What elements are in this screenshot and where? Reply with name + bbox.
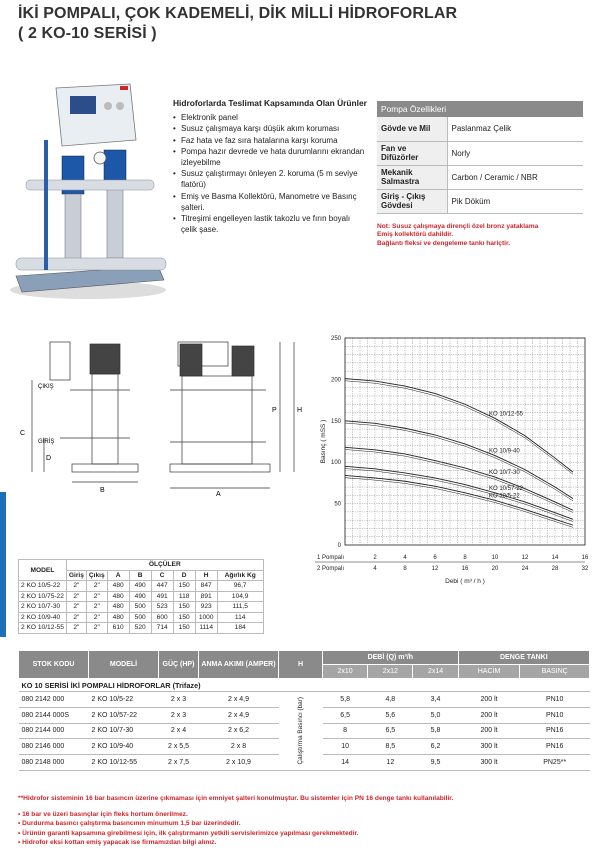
x-tick-label: 14: [551, 555, 559, 561]
dims-cell: 111,5: [217, 602, 263, 613]
dims-cell: 847: [195, 581, 217, 592]
dims-cell: 523: [151, 602, 173, 613]
hacim-header: HACİM: [458, 665, 520, 679]
table-cell: 3,4: [413, 692, 458, 708]
y-tick-label: 50: [334, 501, 341, 508]
spec-key: Mekanik Salmastra: [377, 165, 447, 189]
dims-model-cell: 2 KO 10/75-22: [19, 591, 67, 602]
model-header: MODELİ: [89, 651, 159, 679]
table-row: [377, 141, 583, 165]
dims-cell: 2": [66, 602, 86, 613]
basinc-header: BASINÇ: [520, 665, 590, 679]
table-cell: 300 lt: [458, 739, 520, 755]
x-tick-label: 16: [461, 566, 469, 572]
table-cell: 2 x 3: [159, 707, 199, 723]
y-tick-label: 200: [330, 377, 341, 384]
dims-cell: 490: [129, 581, 151, 592]
dims-cell: 96,7: [217, 581, 263, 592]
dims-cell: 2": [66, 581, 86, 592]
series-label: KO 10/9-40: [489, 448, 520, 455]
x-row2-label: 2 Pompalı: [317, 566, 345, 572]
spec-notes: [377, 223, 592, 248]
spec-header: Pompa Özellikleri: [377, 101, 583, 117]
dims-cell: 150: [173, 602, 195, 613]
spec-key: Gövde ve Mil: [377, 117, 447, 141]
dims-header: Ağırlık Kg: [217, 570, 263, 581]
table-cell: 300 lt: [458, 755, 520, 771]
table-cell: 200 lt: [458, 723, 520, 739]
x-tick-label: 8: [403, 566, 407, 572]
scope-item: • Faz hata ve faz sıra hatalarına karşı koruma: [173, 135, 368, 146]
table-row: [19, 602, 264, 613]
table-cell: PN10: [520, 692, 590, 708]
drawing-label-h: H: [297, 407, 303, 414]
table-cell: 2 x 3: [159, 692, 199, 708]
model-cell: 2 KO 10/9-40: [89, 739, 159, 755]
performance-chart: [315, 330, 600, 600]
x-tick-label: 8: [463, 555, 467, 561]
x-tick-label: 10: [491, 555, 499, 561]
stok-code-cell: 080 2148 000: [19, 755, 89, 771]
tank-header: DENGE TANKI: [458, 651, 589, 665]
dims-cell: 2": [86, 623, 107, 634]
x-tick-label: 28: [551, 566, 559, 572]
dims-cell: 114: [217, 612, 263, 623]
dims-header: H: [195, 570, 217, 581]
model-cell: 2 KO 10/57-22: [89, 707, 159, 723]
table-cell: 6,5: [323, 707, 368, 723]
dims-cell: 150: [173, 623, 195, 634]
series-label: KO 10/5-22: [489, 493, 520, 500]
dims-cell: 2": [86, 591, 107, 602]
y-axis-label: Basınç ( mSS ): [320, 419, 327, 464]
dims-model-cell: 2 KO 10/7-30: [19, 602, 67, 613]
table-row: [377, 189, 583, 213]
table-cell: PN10: [520, 707, 590, 723]
table-cell: 2 x 6,2: [199, 723, 279, 739]
table-cell: 12: [368, 755, 413, 771]
scope-list: [173, 112, 368, 235]
table-cell: PN16: [520, 739, 590, 755]
dims-cell: 610: [107, 623, 129, 634]
scope-item: • Elektronik panel: [173, 112, 368, 123]
table-cell: 8: [323, 723, 368, 739]
dims-model-cell: 2 KO 10/12-55: [19, 623, 67, 634]
dims-header: Giriş: [66, 570, 86, 581]
dims-model-cell: 2 KO 10/5-22: [19, 581, 67, 592]
dims-cell: 104,9: [217, 591, 263, 602]
dims-model-cell: 2 KO 10/9-40: [19, 612, 67, 623]
x-tick-label: 16: [581, 555, 589, 561]
dims-cell: 490: [129, 591, 151, 602]
table-row: [19, 612, 264, 623]
debi-sub-header: 2x12: [368, 665, 413, 679]
dims-cell: 480: [107, 581, 129, 592]
spec-value: Carbon / Ceramic / NBR: [447, 165, 583, 189]
dims-cell: 118: [173, 591, 195, 602]
dims-cell: 480: [107, 612, 129, 623]
product-photo: [8, 80, 168, 302]
dims-cell: 2": [86, 612, 107, 623]
dims-header: A: [107, 570, 129, 581]
dims-cell: 500: [129, 602, 151, 613]
dims-cell: 150: [173, 612, 195, 623]
product-table: [18, 650, 590, 771]
dims-cell: 150: [173, 581, 195, 592]
dims-cell: 447: [151, 581, 173, 592]
x-tick-label: 20: [491, 566, 499, 572]
dims-cell: 714: [151, 623, 173, 634]
dims-model-header: MODEL: [19, 560, 67, 581]
debi-header: DEBİ (Q) m³/h: [323, 651, 459, 665]
dims-cell: 520: [129, 623, 151, 634]
footnote: • Ürünün garanti kapsamına girebilmesi için, ilk çalıştırmanın yetkili servislerimizce yapılması gerekmektedir.: [18, 829, 359, 837]
x-tick-label: 4: [373, 566, 377, 572]
scope-item: • Titreşimi engelleyen lastik takozlu ve fırın boyalı çelik şase.: [173, 213, 368, 235]
title-line-1: İKİ POMPALI, ÇOK KADEMELİ, DİK MİLLİ HİDROFORLAR: [18, 5, 458, 22]
dims-cell: 1000: [195, 612, 217, 623]
table-row: [377, 117, 583, 141]
table-cell: 6,5: [368, 723, 413, 739]
scope-heading: Hidroforlarda Teslimat Kapsamında Olan Ürünler: [173, 98, 367, 108]
table-cell: 2 x 8: [199, 739, 279, 755]
y-tick-label: 150: [330, 418, 341, 425]
table-cell: 10: [323, 739, 368, 755]
drawing-label-d: D: [46, 455, 52, 462]
debi-sub-header: 2x14: [413, 665, 458, 679]
table-row: [19, 581, 264, 592]
dims-cell: 480: [107, 602, 129, 613]
series-line-band: [345, 449, 573, 512]
table-cell: 5,8: [323, 692, 368, 708]
table-cell: 14: [323, 755, 368, 771]
y-tick-label: 100: [330, 460, 341, 467]
footnote-star: **Hidrofor sisteminin 16 bar basıncın üzerine çıkmaması için emniyet şalteri konulmuştur. Bu sistemler için PN 16 denge tankı kullanılabilir.: [18, 795, 454, 802]
table-cell: 4,8: [368, 692, 413, 708]
drawing-label-a: A: [216, 491, 221, 498]
h-label-cell: [279, 692, 323, 771]
table-cell: 5,8: [413, 723, 458, 739]
dims-group-header: ÖLÇÜLER: [66, 560, 263, 571]
x-tick-label: 12: [431, 566, 439, 572]
x-tick-label: 32: [581, 566, 589, 572]
table-row: [19, 623, 264, 634]
stok-code-cell: 080 2144 000S: [19, 707, 89, 723]
table-cell: PN25**: [520, 755, 590, 771]
technical-drawing: [10, 330, 310, 500]
series-line: [345, 466, 573, 519]
drawing-label-cikis: ÇIKIŞ: [38, 384, 54, 390]
dims-cell: 2": [86, 581, 107, 592]
dims-header: B: [129, 570, 151, 581]
stok-header: STOK KODU: [19, 651, 89, 679]
table-cell: 200 lt: [458, 692, 520, 708]
spec-value: Pik Döküm: [447, 189, 583, 213]
drawing-label-p: P: [272, 407, 277, 414]
x-row1-label: 1 Pompalı: [317, 555, 345, 561]
table-cell: 200 lt: [458, 707, 520, 723]
debi-sub-header: 2x10: [323, 665, 368, 679]
table-cell: 2 x 10,9: [199, 755, 279, 771]
table-row: [19, 591, 264, 602]
spec-value: Paslanmaz Çelik: [447, 117, 583, 141]
table-cell: 2 x 4,9: [199, 692, 279, 708]
x-axis-label: Debi ( m³ / h ): [445, 578, 485, 585]
spec-value: Norly: [447, 141, 583, 165]
table-cell: 2 x 4,9: [199, 707, 279, 723]
x-tick-label: 6: [433, 555, 437, 561]
side-tab: [0, 492, 6, 637]
table-cell: 5,0: [413, 707, 458, 723]
dims-cell: 2": [86, 602, 107, 613]
series-line-band: [345, 478, 573, 528]
model-cell: 2 KO 10/7-30: [89, 723, 159, 739]
dims-cell: 600: [151, 612, 173, 623]
dims-header: D: [173, 570, 195, 581]
series-line: [345, 379, 573, 473]
dims-cell: 500: [129, 612, 151, 623]
series-label: KO 10/57-22: [489, 485, 524, 492]
pump-features-table: [377, 101, 583, 214]
series-line-band: [345, 381, 573, 475]
footnote: • Hidrofor eksi kottan emiş yapacak ise firmamızdan bilgi alınız.: [18, 839, 217, 847]
table-cell: PN16: [520, 723, 590, 739]
stok-code-cell: 080 2146 000: [19, 739, 89, 755]
footnote: • 16 bar ve üzeri basınçlar için fleks hortum önerilmez.: [18, 810, 188, 818]
scope-item: • Emiş ve Basma Kollektörü, Manometre ve Basınç şalteri.: [173, 191, 368, 213]
table-cell: 6,2: [413, 739, 458, 755]
table-cell: 2 x 7,5: [159, 755, 199, 771]
dims-cell: 2": [66, 591, 86, 602]
guc-header: GÜÇ (HP): [159, 651, 199, 679]
table-cell: 5,6: [368, 707, 413, 723]
scope-item: • Susuz çalıştırmayı önleyen 2. koruma (5 m seviye flatörü): [173, 168, 368, 190]
series-line-band: [345, 423, 573, 501]
dims-cell: 2": [66, 612, 86, 623]
h-label: Çalıştırma Basıncı (bar): [296, 697, 304, 765]
model-cell: 2 KO 10/5-22: [89, 692, 159, 708]
table-row: [377, 165, 583, 189]
dims-header: C: [151, 570, 173, 581]
stok-code-cell: 080 2142 000: [19, 692, 89, 708]
footnotes: [18, 794, 598, 848]
spec-note: Not: Susuz çalışmaya dirençli özel bronz yataklama: [377, 223, 539, 230]
h-header: H: [279, 651, 323, 679]
series-label: KO 10/7-30: [489, 470, 520, 477]
delivery-scope: [173, 98, 368, 235]
dims-cell: 2": [66, 623, 86, 634]
drawing-label-giris: GİRİŞ: [38, 439, 55, 445]
spec-key: Giriş - Çıkış Gövdesi: [377, 189, 447, 213]
table-cell: 9,5: [413, 755, 458, 771]
dims-cell: 491: [151, 591, 173, 602]
scope-item: • Pompa hazır devrede ve hata durumlarını ekrandan izleyebilme: [173, 146, 368, 168]
dims-header: Çıkış: [86, 570, 107, 581]
dims-cell: 184: [217, 623, 263, 634]
page-title: [18, 4, 457, 44]
x-tick-label: 24: [521, 566, 529, 572]
dims-cell: 923: [195, 602, 217, 613]
y-tick-label: 250: [330, 336, 341, 342]
title-line-2: ( 2 KO-10 SERİSİ ): [18, 25, 157, 42]
x-tick-label: 12: [521, 555, 529, 561]
spec-note: Bağlantı fleksi ve dengeleme tankı hariçtir.: [377, 239, 511, 247]
spec-key: Fan ve Difüzörler: [377, 141, 447, 165]
drawing-label-c: C: [20, 430, 26, 437]
dimensions-table: [18, 559, 264, 634]
table-row: [19, 692, 590, 708]
dims-cell: 891: [195, 591, 217, 602]
footnote: • Durdurma basıncı çalıştırma basıncının minumum 1,5 bar üzerindedir.: [18, 820, 241, 828]
x-tick-label: 4: [403, 555, 407, 561]
drawing-label-b: B: [100, 487, 105, 494]
akim-header: ANMA AKIMI (AMPER): [199, 651, 279, 679]
x-tick-label: 2: [373, 555, 377, 561]
y-tick-label: 0: [337, 543, 341, 549]
table-cell: 8,5: [368, 739, 413, 755]
dims-cell: 1114: [195, 623, 217, 634]
stok-code-cell: 080 2144 000: [19, 723, 89, 739]
scope-item: • Susuz çalışmaya karşı düşük akım koruması: [173, 123, 368, 134]
series-label: KO 10/12-55: [489, 411, 524, 418]
spec-note: Emiş kollektörü dahildir.: [377, 231, 454, 239]
section-title: KO 10 SERİSİ İKİ POMPALI HİDROFORLAR (Trifaze): [19, 679, 590, 692]
table-cell: 2 x 4: [159, 723, 199, 739]
table-cell: 2 x 5,5: [159, 739, 199, 755]
dims-cell: 480: [107, 591, 129, 602]
model-cell: 2 KO 10/12-55: [89, 755, 159, 771]
